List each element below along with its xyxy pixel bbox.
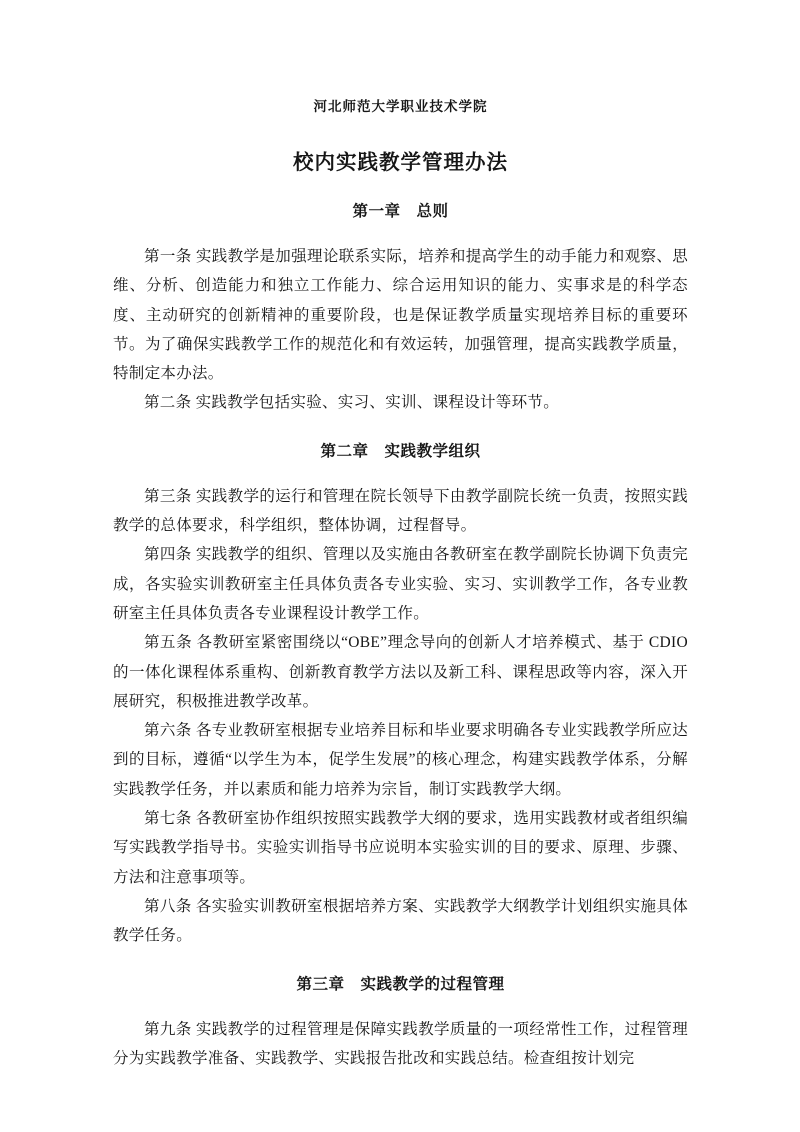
article-text: 实践教学包括实验、实习、实训、课程设计等环节。 [195, 394, 559, 412]
article-text: 实践教学是加强理论联系实际，培养和提高学生的动手能力和观察、思维、分析、创造能力和独立工作能力、综合运用知识的能力、实事求是的科学态度、主动研究的创新精神的重要阶段，也是保证教学质量实现培养目标的重要环节。为了确保实践教学工作的规范化和有效运转，加强管理，提高实践教学质量，特制定本办法。 [113, 248, 688, 383]
chapter-heading: 第一章 总则 [352, 203, 449, 220]
article-paragraph [113, 242, 688, 388]
article-text: 实践教学的组织、管理以及实施由各教研室在教学副院长协调下负责完成，各实验实训教研室主任具体负责各专业实验、实习、实训教学工作，各专业教研室主任具体负责各专业课程设计教学工作。 [113, 546, 688, 622]
article-label: 第六条 [144, 722, 192, 740]
article-paragraph [113, 892, 688, 951]
article-paragraph [113, 804, 688, 892]
article-text: 实践教学的运行和管理在院长领导下由教学副院长统一负责，按照实践教学的总体要求，科学组织，整体协调，过程督导。 [113, 487, 688, 535]
article-label: 第九条 [144, 1020, 192, 1038]
chapter-heading: 第三章 实践教学的过程管理 [296, 975, 505, 993]
article-label: 第四条 [144, 546, 192, 564]
article-label: 第一条 [144, 248, 192, 265]
article-paragraph [113, 482, 688, 541]
article-paragraph [113, 388, 688, 417]
document-title: 校内实践教学管理办法 [293, 151, 508, 174]
document-body [113, 197, 688, 1073]
article-label: 第五条 [144, 634, 193, 652]
document-header [113, 97, 688, 178]
article-text: 各专业教研室根据专业培养目标和毕业要求明确各专业实践教学所应达到的目标，遵循“以学生为本，促学生发展”的核心理念，构建实践教学体系，分解实践教学任务，并以素质和能力培养为宗旨，制订实践教学大纲。 [113, 722, 688, 798]
article-text: 各教研室协作组织按照实践教学大纲的要求，选用实践教材或者组织编写实践教学指导书。实验实训指导书应说明本实验实训的目的要求、原理、步骤、方法和注意事项等。 [113, 810, 688, 886]
article-label: 第二条 [144, 394, 192, 412]
article-label: 第七条 [144, 810, 192, 828]
article-paragraph [113, 716, 688, 804]
institution-name: 河北师范大学职业技术学院 [313, 99, 488, 114]
article-label: 第八条 [144, 897, 192, 915]
article-paragraph [113, 1015, 688, 1074]
article-text: 各教研室紧密围绕以“OBE”理念导向的创新人才培养模式、基于 CDIO 的一体化课程体系重构、创新教育教学方法以及新工科、课程思政等内容，深入开展研究，积极推进教学改革。 [113, 634, 688, 710]
article-label: 第三条 [144, 487, 192, 505]
article-paragraph [113, 628, 688, 716]
article-text: 实践教学的过程管理是保障实践教学质量的一项经常性工作，过程管理分为实践教学准备、实践教学、实践报告批改和实践总结。检查组按计划完 [113, 1020, 688, 1067]
article-text: 各实验实训教研室根据培养方案、实践教学大纲教学计划组织实施具体教学任务。 [113, 897, 688, 945]
chapter-heading: 第二章 实践教学组织 [320, 442, 481, 460]
article-paragraph [113, 540, 688, 628]
